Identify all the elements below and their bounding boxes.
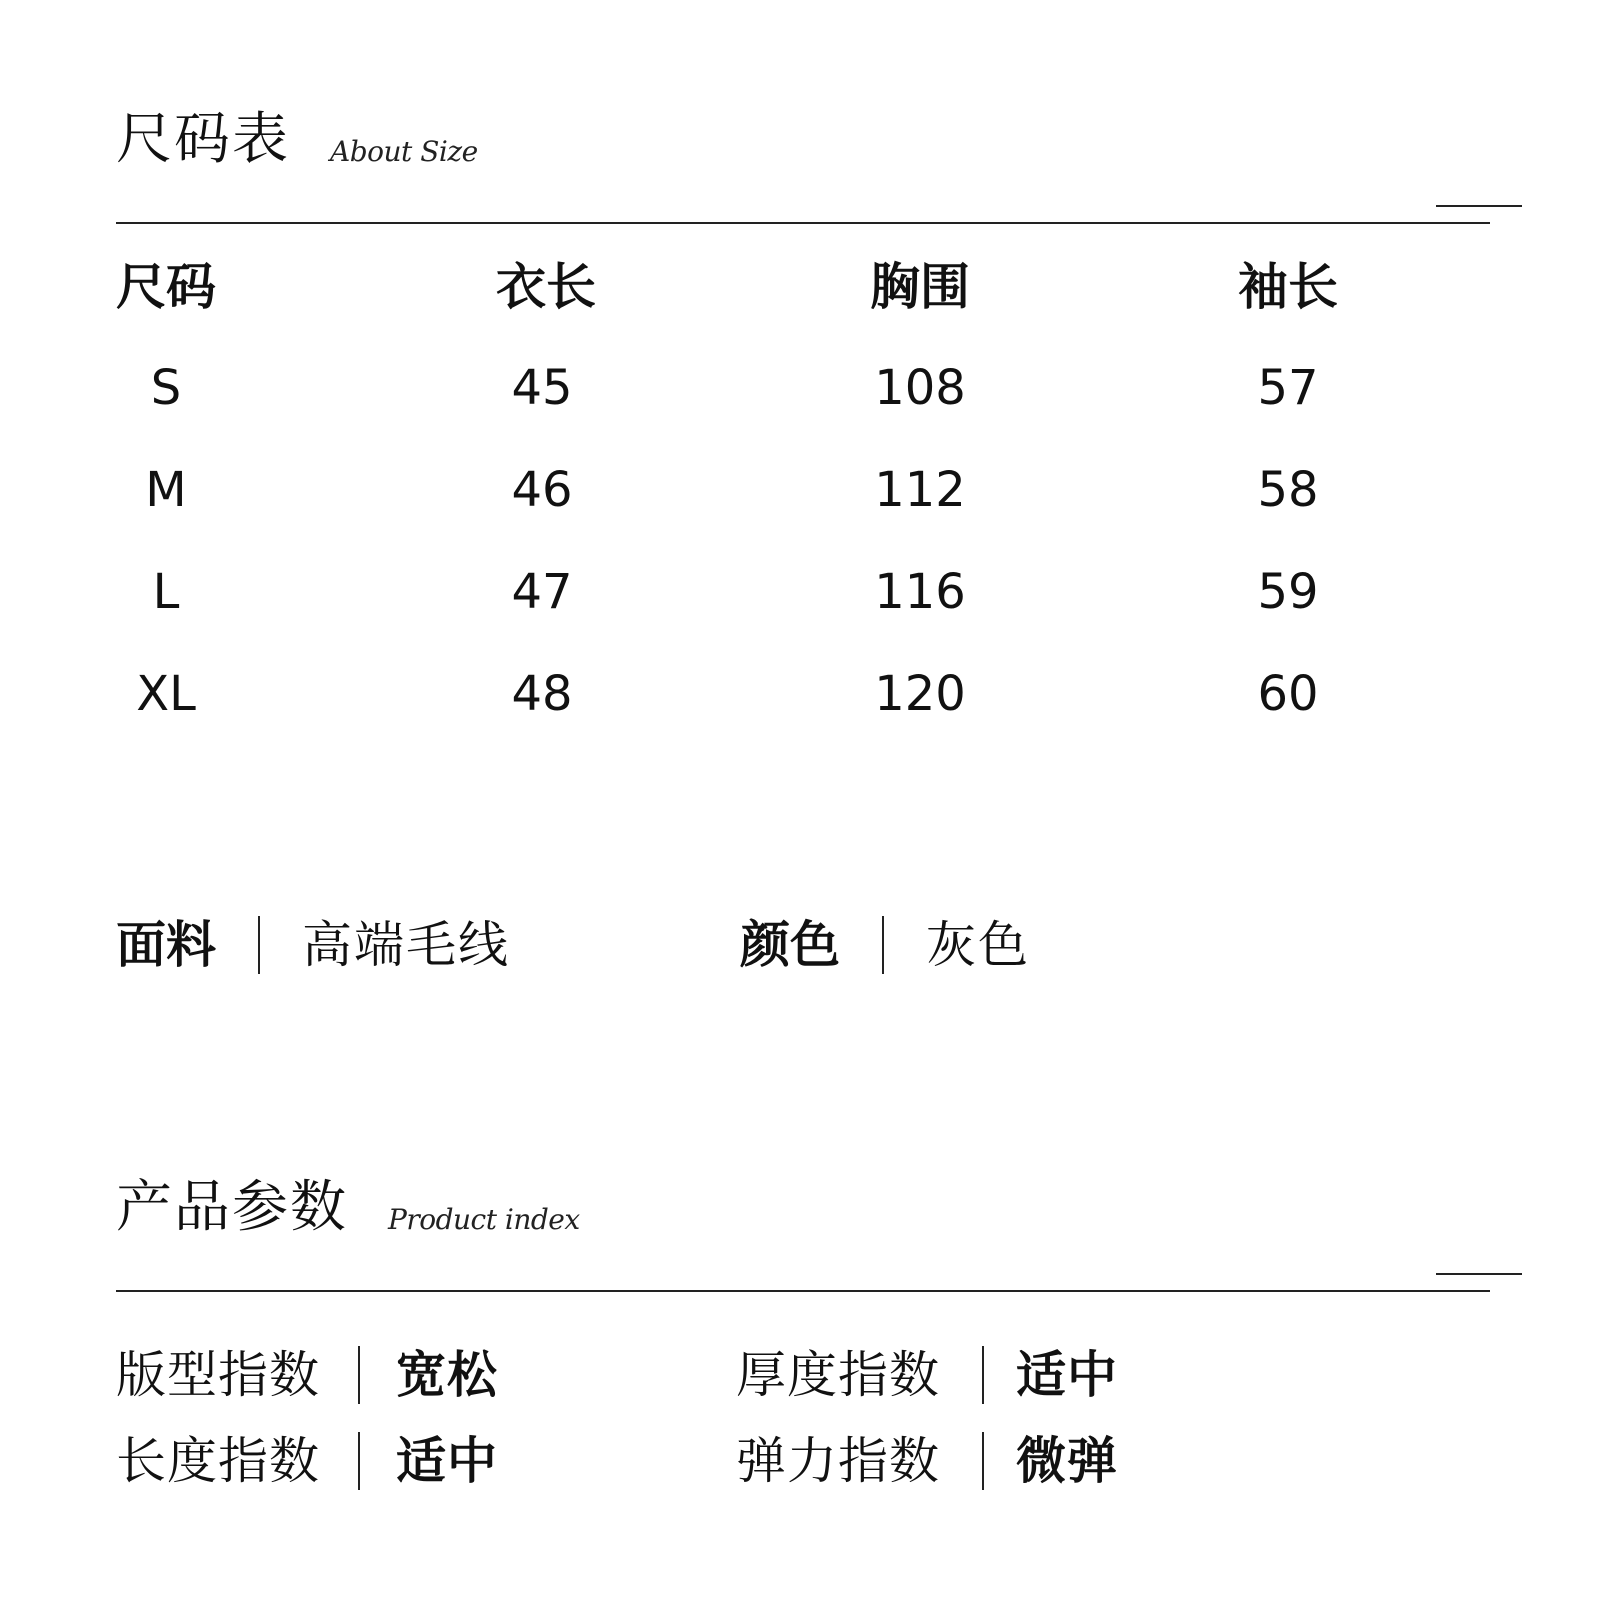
size-table-cell: M [145, 462, 187, 518]
param-value: 微弹 [1016, 1432, 1118, 1490]
size-table-cell: 60 [1257, 666, 1319, 722]
size-table-header-length: 衣长 [496, 258, 596, 316]
color-label: 颜色 [740, 916, 840, 974]
size-table [0, 0, 1600, 760]
size-section-title: 尺码表 [116, 107, 290, 172]
size-table-cell: 108 [874, 360, 966, 416]
size-table-cell: 47 [511, 564, 573, 620]
size-table-cell: 57 [1257, 360, 1319, 416]
size-table-header-sleeve: 袖长 [1238, 258, 1338, 316]
size-table-cell: 112 [874, 462, 966, 518]
size-table-cell: 46 [511, 462, 573, 518]
size-table-cell: XL [136, 666, 196, 722]
product-section-title: 产品参数 [116, 1175, 348, 1240]
material-label: 面料 [116, 916, 216, 974]
size-section-subtitle: About Size [330, 135, 478, 168]
product-section-subtitle: Product index [388, 1203, 580, 1236]
param-separator [358, 1432, 360, 1490]
product-section-accent-line [1436, 1273, 1522, 1275]
params-grid [0, 1320, 1600, 1520]
material-separator [258, 916, 260, 974]
param-value: 宽松 [396, 1346, 498, 1404]
size-table-cell: 120 [874, 666, 966, 722]
size-table-cell: 59 [1257, 564, 1319, 620]
size-table-cell: 116 [874, 564, 966, 620]
color-separator [882, 916, 884, 974]
size-table-cell: S [150, 360, 182, 416]
param-separator [358, 1346, 360, 1404]
size-table-cell: L [152, 564, 180, 620]
size-table-cell: 45 [511, 360, 573, 416]
material-value: 高端毛线 [302, 916, 510, 974]
param-value: 适中 [396, 1432, 498, 1490]
size-table-cell: 58 [1257, 462, 1319, 518]
size-table-cell: 48 [511, 666, 573, 722]
size-table-header-size: 尺码 [116, 258, 216, 316]
size-table-header-chest: 胸围 [870, 258, 970, 316]
param-value: 适中 [1016, 1346, 1118, 1404]
param-label: 长度指数 [116, 1432, 320, 1490]
param-label: 版型指数 [116, 1346, 320, 1404]
product-section-divider [116, 1290, 1490, 1292]
param-label: 厚度指数 [736, 1346, 940, 1404]
param-separator [982, 1346, 984, 1404]
param-label: 弹力指数 [736, 1432, 940, 1490]
param-separator [982, 1432, 984, 1490]
color-value: 灰色 [926, 916, 1030, 974]
